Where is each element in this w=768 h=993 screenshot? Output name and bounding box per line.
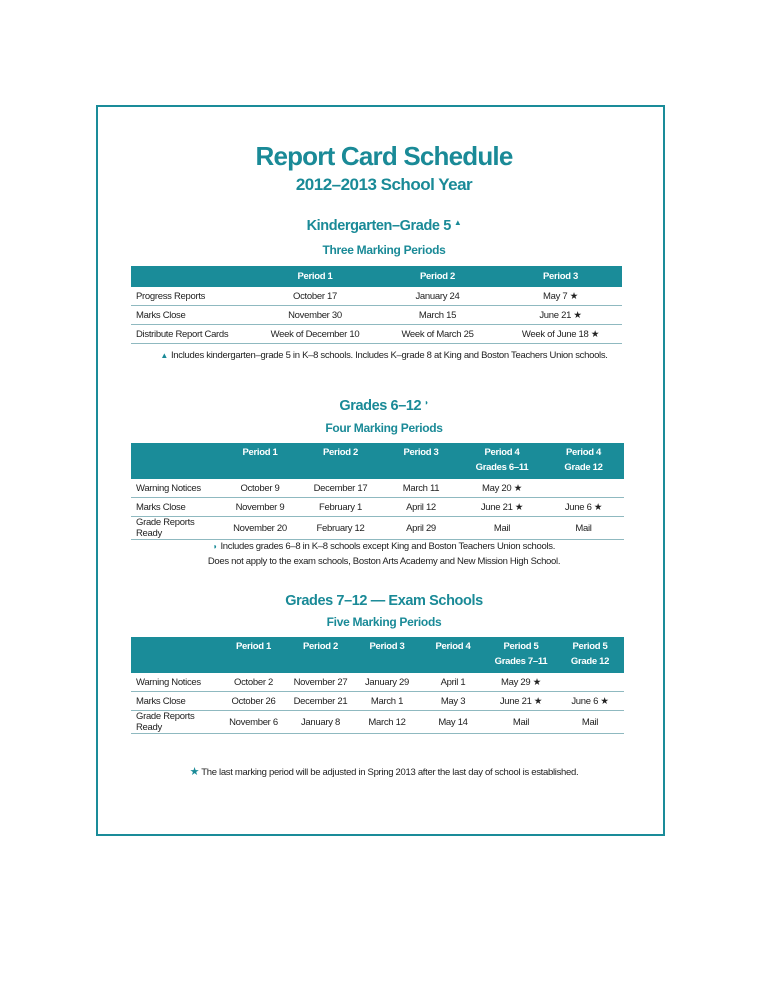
table-cell: January 24 (376, 287, 499, 306)
column-header-line: Grade 12 (564, 462, 603, 473)
table-header-row (131, 637, 624, 673)
table-cell: November 9 (220, 498, 300, 517)
column-header (220, 443, 300, 479)
table-cell: November 30 (254, 306, 376, 325)
column-header-line: Period 4 (565, 447, 602, 458)
star-icon: ★ (189, 766, 200, 778)
note-text: Includes grades 6–8 in K–8 schools except King and Boston Teachers Union schools. (220, 541, 556, 552)
table-header-row (131, 443, 624, 479)
row-label: Warning Notices (131, 673, 220, 692)
table-cell: November 6 (220, 711, 287, 734)
table-cell: December 17 (300, 479, 381, 498)
table-cell: January 8 (287, 711, 354, 734)
table-cell: November 20 (220, 517, 300, 540)
footnote-text: The last marking period will be adjusted in Spring 2013 after the last day of school is established. (201, 767, 579, 778)
table-cell: April 29 (381, 517, 461, 540)
column-header-line: Period 1 (235, 641, 272, 652)
section-k5-subheading: Three Marking Periods (322, 243, 446, 257)
exam-schools-schedule-table (131, 637, 624, 734)
section-6-12-subheading: Four Marking Periods (325, 421, 443, 435)
table-cell: Mail (461, 517, 543, 540)
column-header (486, 637, 556, 673)
table-cell: March 12 (354, 711, 420, 734)
footnote (0, 765, 768, 778)
table-cell: April 12 (381, 498, 461, 517)
table-row (131, 692, 624, 711)
table-cell: February 1 (300, 498, 381, 517)
column-header: Period 3 (499, 266, 622, 287)
note-text: Includes kindergarten–grade 5 in K–8 schools. Includes K–grade 8 at King and Boston Teachers Union schools. (170, 350, 608, 361)
table-header-row (131, 266, 622, 287)
table-cell: October 26 (220, 692, 287, 711)
table-cell: Mail (486, 711, 556, 734)
column-header (381, 443, 461, 479)
triangle-icon: ▲ (453, 218, 462, 227)
table-row (131, 287, 622, 306)
row-label: Distribute Report Cards (131, 325, 254, 344)
row-label: Marks Close (131, 306, 254, 325)
column-header-line: Period 4 (484, 447, 520, 458)
table-row (131, 325, 622, 344)
table-cell: October 9 (220, 479, 300, 498)
table-cell: May 14 (420, 711, 486, 734)
section-k5-note (0, 350, 768, 361)
column-header (354, 637, 420, 673)
column-header (131, 266, 254, 287)
column-header-line: Period 2 (322, 447, 359, 458)
row-label: Warning Notices (131, 479, 220, 498)
column-header (543, 443, 624, 479)
section-exam-subheading: Five Marking Periods (326, 615, 442, 629)
column-header (220, 637, 287, 673)
column-header-line: Period 1 (242, 447, 278, 458)
column-header-line: Period 5 (572, 641, 608, 652)
column-header-line: Period 3 (369, 641, 405, 652)
section-k5-title: Kindergarten–Grade 5 (306, 218, 451, 234)
table-row (131, 306, 622, 325)
table-row (131, 711, 624, 734)
k5-schedule-table (131, 266, 622, 344)
table-row (131, 479, 624, 498)
table-cell: June 6 ★ (556, 692, 624, 711)
table-cell (556, 673, 624, 692)
triangle-icon: ▲ (160, 351, 168, 360)
column-header-line: Grades 7–11 (494, 656, 548, 667)
table-cell: January 29 (354, 673, 420, 692)
table-cell: Mail (556, 711, 624, 734)
half-circle-icon: ◗ (212, 542, 218, 551)
column-header: Period 2 (376, 266, 499, 287)
column-header-line: Grades 6–11 (475, 462, 529, 473)
table-cell: October 2 (220, 673, 287, 692)
table-cell: May 3 (420, 692, 486, 711)
page-title: Report Card Schedule (255, 141, 513, 171)
table-cell: April 1 (420, 673, 486, 692)
row-label: Progress Reports (131, 287, 254, 306)
table-cell: May 20 ★ (461, 479, 543, 498)
column-header: Period 1 (254, 266, 376, 287)
section-exam-heading: Grades 7–12 — Exam Schools (285, 593, 483, 609)
column-header (461, 443, 543, 479)
table-cell: June 21 ★ (461, 498, 543, 517)
row-label: Grade Reports Ready (131, 711, 220, 734)
table-cell (543, 479, 624, 498)
table-cell: May 29 ★ (486, 673, 556, 692)
column-header (556, 637, 624, 673)
section-6-12-heading (0, 398, 768, 414)
table-cell: October 17 (254, 287, 376, 306)
table-cell: March 1 (354, 692, 420, 711)
table-cell: November 27 (287, 673, 354, 692)
section-6-12-title: Grades 6–12 (339, 398, 422, 414)
column-header (131, 637, 220, 673)
section-k5-heading (0, 218, 768, 234)
table-cell: Mail (543, 517, 624, 540)
column-header (300, 443, 381, 479)
table-row (131, 498, 624, 517)
section-6-12-note-line2: Does not apply to the exam schools, Boston Arts Academy and New Mission High School. (207, 556, 561, 567)
table-cell: June 6 ★ (543, 498, 624, 517)
table-cell: June 21 ★ (486, 692, 556, 711)
table-cell: Week of March 25 (376, 325, 499, 344)
table-cell: Week of June 18 ★ (499, 325, 622, 344)
column-header-line: Period 3 (403, 447, 439, 458)
table-cell: March 11 (381, 479, 461, 498)
table-cell: March 15 (376, 306, 499, 325)
row-label: Grade Reports Ready (131, 517, 220, 540)
row-label: Marks Close (131, 498, 220, 517)
table-cell: Week of December 10 (254, 325, 376, 344)
school-year-subtitle: 2012–2013 School Year (295, 175, 473, 194)
table-cell: February 12 (300, 517, 381, 540)
column-header-line: Grade 12 (570, 656, 610, 667)
column-header (420, 637, 486, 673)
grades-6-12-schedule-table (131, 443, 624, 540)
column-header-line: Period 4 (435, 641, 471, 652)
table-row (131, 673, 624, 692)
row-label: Marks Close (131, 692, 220, 711)
column-header (287, 637, 354, 673)
column-header-line: Period 2 (302, 641, 339, 652)
column-header (131, 443, 220, 479)
table-cell: May 7 ★ (499, 287, 622, 306)
half-circle-icon: ◗ (424, 398, 429, 407)
section-6-12-note-line1 (0, 541, 768, 552)
table-row (131, 517, 624, 540)
column-header-line: Period 5 (503, 641, 539, 652)
table-cell: December 21 (287, 692, 354, 711)
table-cell: June 21 ★ (499, 306, 622, 325)
